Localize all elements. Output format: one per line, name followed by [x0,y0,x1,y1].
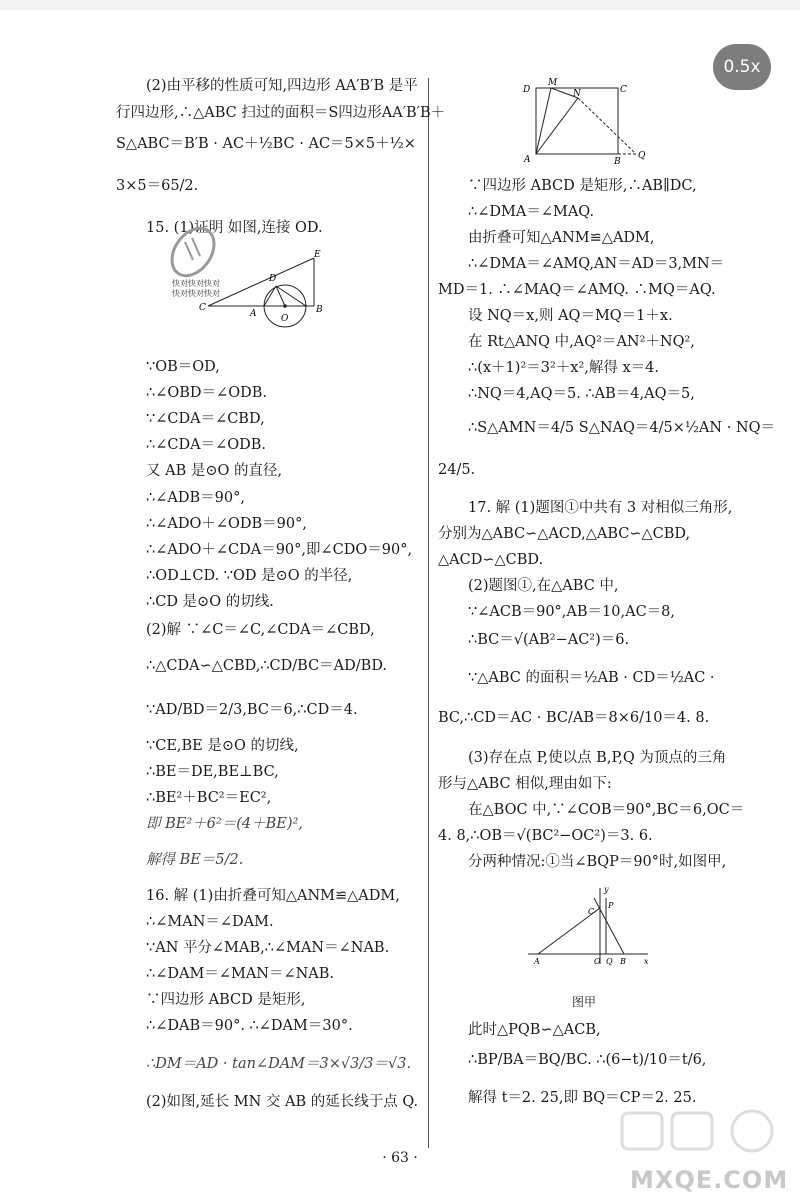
figure-17-diagram [524,884,656,968]
figure-16-diagram [518,74,658,168]
text-line: 形与△ABC 相似,理由如下: [438,776,612,792]
figure-caption: 图甲 [572,995,597,1009]
fig16-label-B: B [614,157,621,167]
text-line: (2)题图①,在△ABC 中, [468,578,619,594]
fig16-label-D: D [523,85,531,95]
fig17-label-P: P [608,901,614,910]
text-line: 设 NQ＝x,则 AQ＝MQ＝1＋x. [468,308,673,324]
text-line: 此时△PQB∽△ACB, [468,1022,601,1038]
fig17-label-Q: Q [606,957,613,966]
text-line: (2)由平移的性质可知,四边形 AA′B′B 是平 [146,78,418,94]
text-line: 17. 解 (1)题图①中共有 3 对相似三角形, [468,500,733,516]
text-line: ∴OD⊥CD. ∵OD 是⊙O 的半径, [146,568,353,584]
top-strip [0,0,800,10]
text-line: 解得 t＝2. 25,即 BQ＝CP＝2. 25. [468,1090,697,1106]
fig16-label-N: N [573,89,581,99]
fig15-label-B: B [316,305,323,315]
text-line: ∵∠CDA＝∠CBD, [146,411,265,427]
text-line: ∴DM＝AD · tan∠DAM＝3×√3/3＝√3. [146,1056,412,1072]
text-line: ∴BE²＋BC²＝EC², [146,790,272,806]
text-line: 3×5＝65/2. [116,178,199,194]
text-line: △ACD∽△CBD. [438,552,544,568]
text-line: ∴BE＝DE,BE⊥BC, [146,764,279,780]
text-line: 由折叠可知△ANM≌△ADM, [468,230,655,246]
fig15-label-A: A [250,309,257,319]
fig17-label-B: B [620,957,626,966]
fig16-label-M: M [548,78,558,88]
text-line: 又 AB 是⊙O 的直径, [146,463,283,479]
text-line: 分两种情况:①当∠BQP＝90°时,如图甲, [468,854,727,870]
text-line: ∴∠CDA＝∠ODB. [146,437,266,453]
text-line: ∴BC＝√(AB²−AC²)＝6. [468,632,630,648]
fig15-stamp-line2: 快对快对快对 [172,289,220,298]
text-line: S△ABC＝B′B · AC＋½BC · AC＝5×5＋½× [116,136,416,152]
fig17-label-O: O [594,957,601,966]
text-line: 24/5. [438,462,476,478]
watermark-text: MXQE.COM [630,1166,789,1194]
text-line: (2)解 ∵∠C＝∠C,∠CDA＝∠CBD, [146,622,375,638]
text-line: (2)如图,延长 MN 交 AB 的延长线于点 Q. [146,1094,419,1110]
text-line: ∵OB＝OD, [146,359,220,375]
text-line: 4. 8,∴OB＝√(BC²−OC²)＝3. 6. [438,828,653,844]
text-line: 即 BE²＋6²＝(4＋BE)², [146,816,303,832]
text-line: BC,∴CD＝AC · BC/AB＝8×6/10＝4. 8. [438,710,710,726]
text-line: ∵∠ACB＝90°,AB＝10,AC＝8, [468,604,675,620]
text-line: ∵四边形 ABCD 是矩形, [146,992,306,1008]
zoom-level-button[interactable]: 0.5x [713,44,771,90]
fig17-label-y: y [604,885,609,894]
text-line: 行四边形,∴△ABC 扫过的面积＝S四边形AA′B′B＋ [116,105,446,121]
text-line: ∴∠DAB＝90°. ∴∠DAM＝30°. [146,1018,353,1034]
text-line: ∵四边形 ABCD 是矩形,∴AB∥DC, [468,178,697,194]
fig16-label-A: A [524,155,531,165]
text-line: ∴∠DMA＝∠MAQ. [468,204,595,220]
fig15-label-E: E [314,250,321,260]
figure-15-diagram [168,250,328,328]
fig17-label-x: x [644,957,649,966]
text-line: 分别为△ABC∽△ACD,△ABC∽△CBD, [438,526,691,542]
fig15-stamp-line1: 快对快对快对 [172,279,220,288]
fig15-label-C: C [199,303,206,313]
text-line: ∴∠DAM＝∠MAN＝∠NAB. [146,966,335,982]
text-line: ∴∠ADB＝90°, [146,490,245,506]
text-line: 16. 解 (1)由折叠可知△ANM≌△ADM, [146,888,400,904]
text-line: ∴∠ADO＋∠ODB＝90°, [146,516,307,532]
text-line: ∴S△AMN＝4/5 S△NAQ＝4/5×½AN · NQ＝ [468,420,775,436]
text-line: ∴(x＋1)²＝3²＋x²,解得 x＝4. [468,360,660,376]
fig17-label-C: C [588,907,595,916]
text-line: ∴BP/BA＝BQ/BC. ∴(6−t)/10＝t/6, [468,1052,707,1068]
text-line: MD＝1. ∴∠MAQ＝∠AMQ. ∴MQ＝AQ. [438,282,716,298]
fig15-label-O: O [281,314,289,324]
text-line: ∴∠OBD＝∠ODB. [146,385,267,401]
text-line: ∴△CDA∽△CBD,∴CD/BC＝AD/BD. [146,658,388,674]
text-line: ∵CE,BE 是⊙O 的切线, [146,738,299,754]
text-line: ∴∠ADO＋∠CDA＝90°,即∠CDO＝90°, [146,542,413,558]
text-line: ∴NQ＝4,AQ＝5. ∴AB＝4,AQ＝5, [468,386,695,402]
text-line: 在△BOC 中,∵∠COB＝90°,BC＝6,OC＝ [468,802,745,818]
text-line: ∵AN 平分∠MAB,∴∠MAN＝∠NAB. [146,940,390,956]
text-line: ∴CD 是⊙O 的切线. [146,594,274,610]
text-line: ∴∠DMA＝∠AMQ,AN＝AD＝3,MN＝ [468,256,725,272]
fig15-label-D: D [269,274,277,284]
text-line: 解得 BE＝5/2. [146,852,244,868]
fig17-label-A: A [534,957,540,966]
text-line: 在 Rt△ANQ 中,AQ²＝AN²＋NQ², [468,334,695,350]
text-line: ∵△ABC 的面积＝½AB · CD＝½AC · [468,670,715,686]
page-number: · 63 · [382,1150,418,1166]
text-line: 15. (1)证明 如图,连接 OD. [146,220,323,236]
column-divider [428,78,429,1148]
fig16-label-C: C [620,85,627,95]
text-line: ∵AD/BD＝2/3,BC＝6,∴CD＝4. [146,702,358,718]
text-line: ∴∠MAN＝∠DAM. [146,914,274,930]
text-line: (3)存在点 P,使以点 B,P,Q 为顶点的三角 [468,750,727,766]
fig16-label-Q: Q [638,151,646,161]
